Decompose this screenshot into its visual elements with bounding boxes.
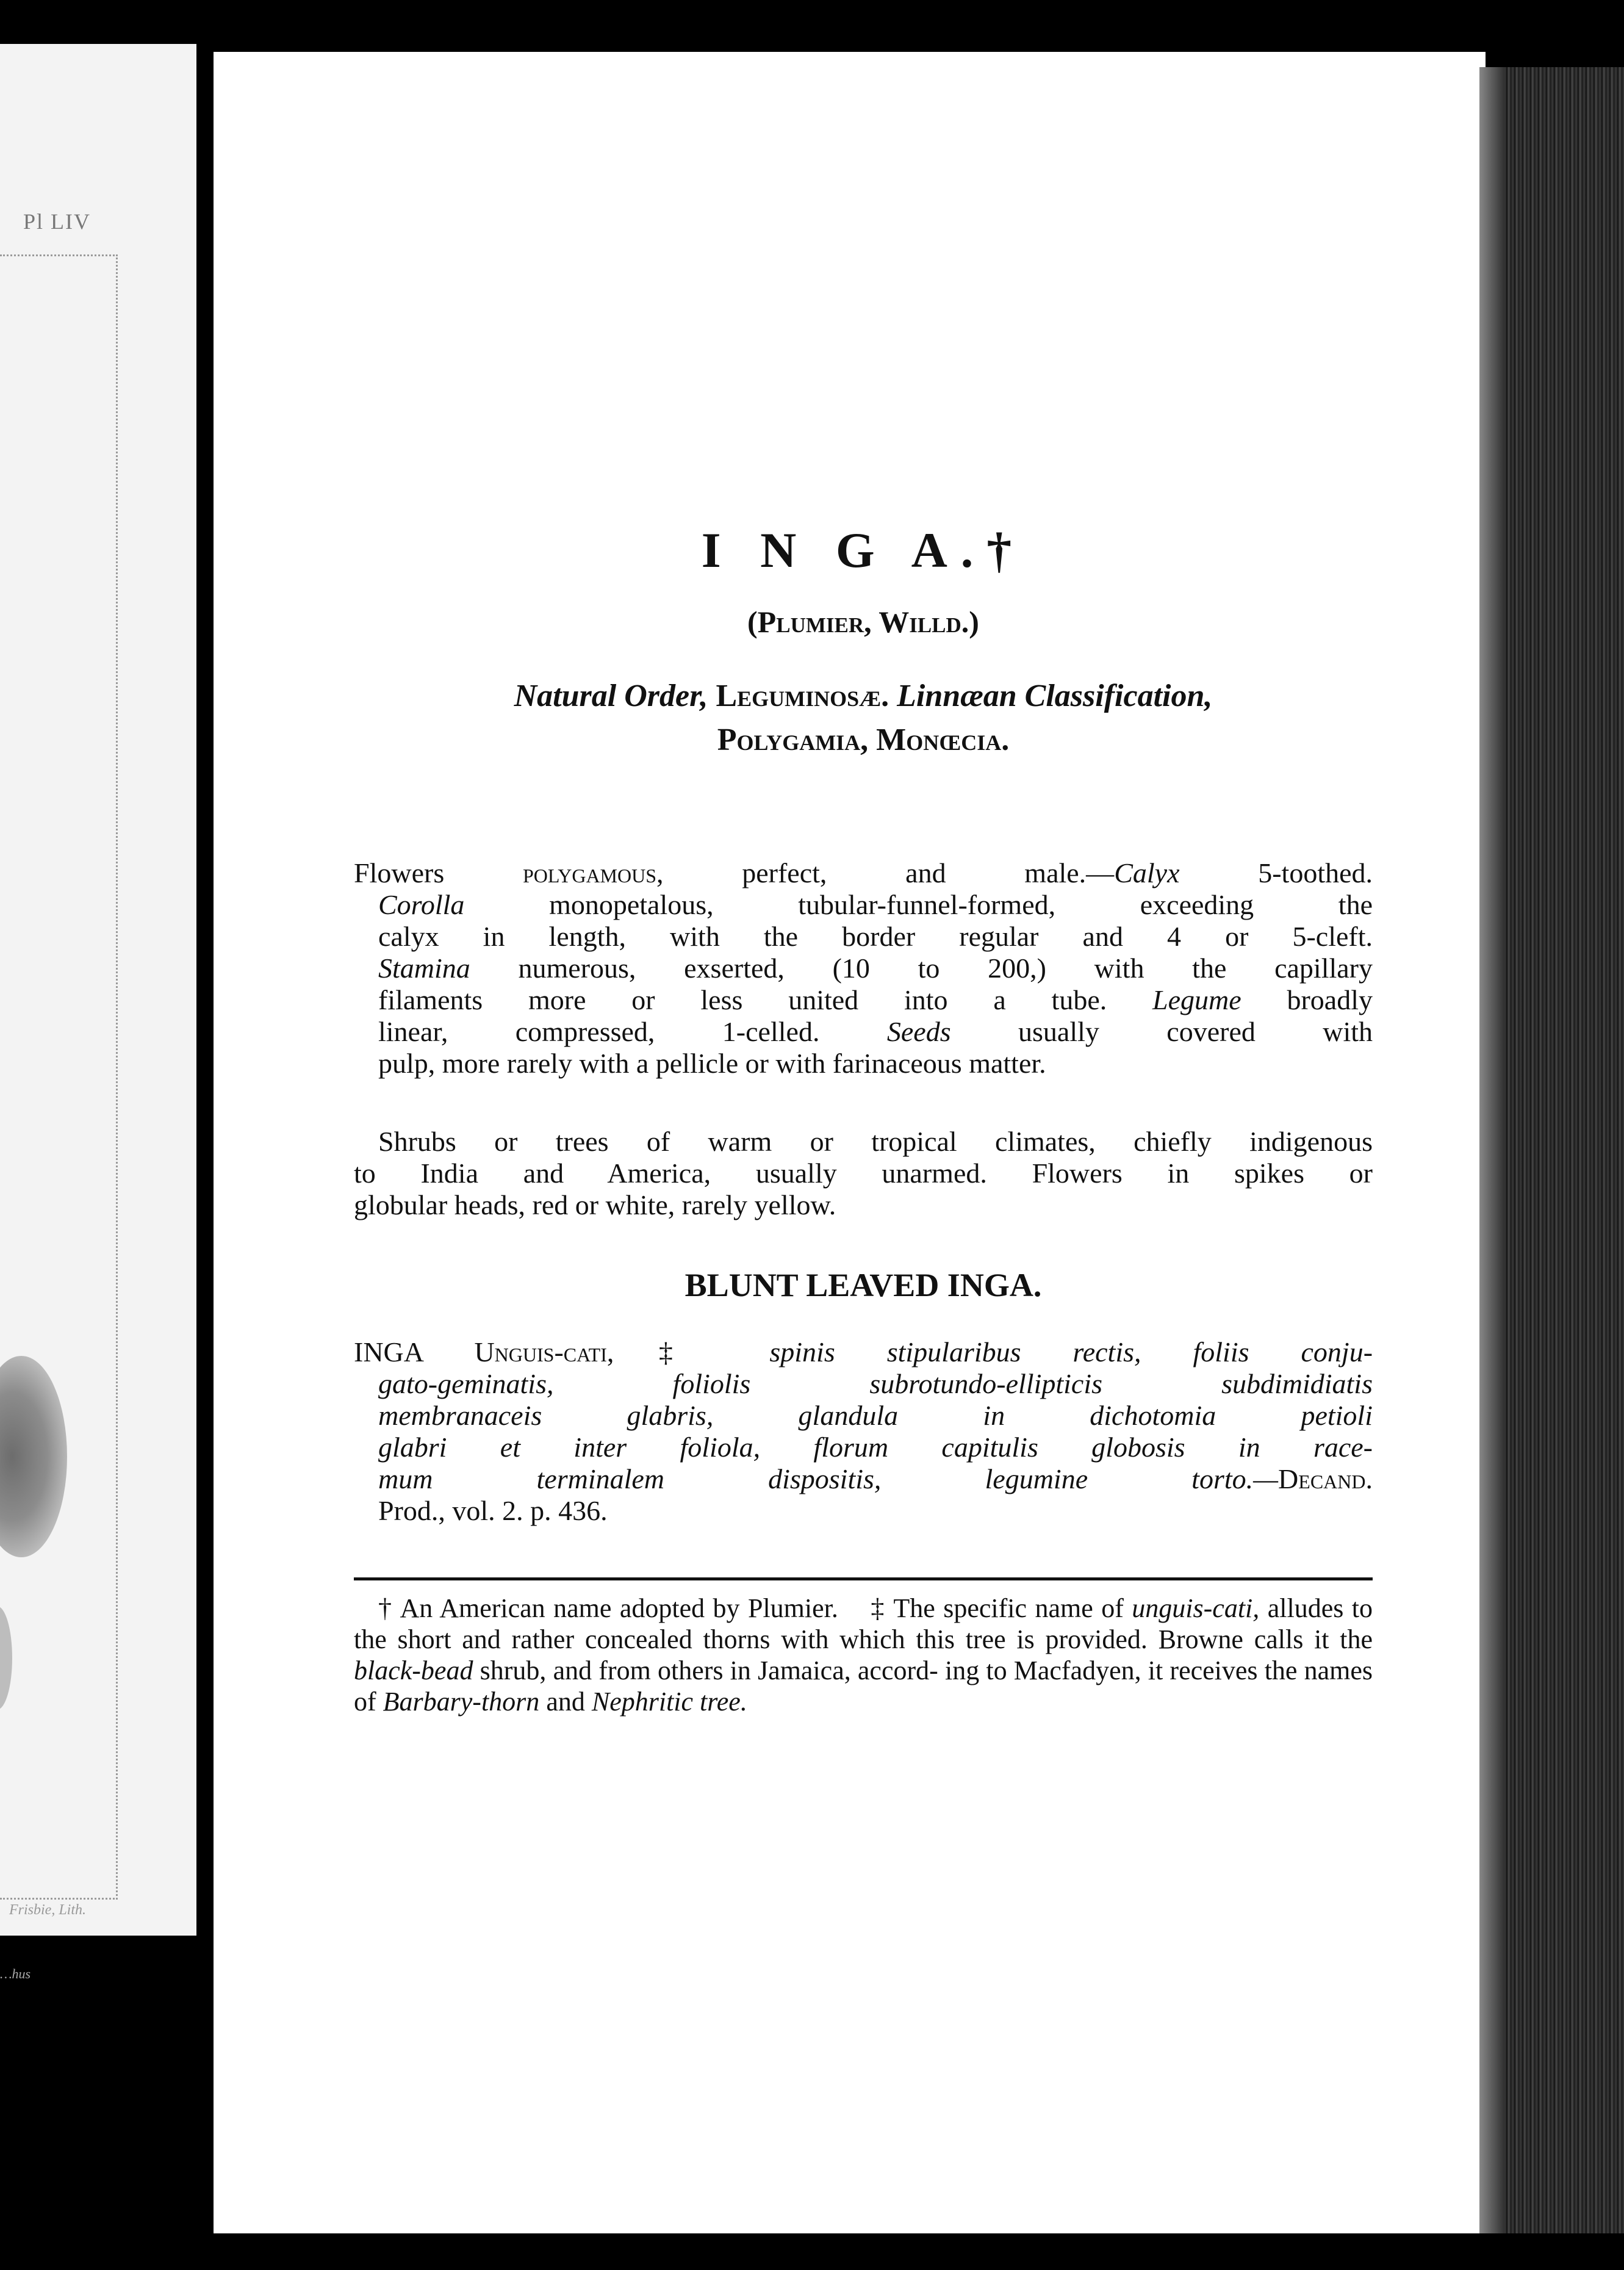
species-description: INGA Unguis-cati,‡ spinis stipularibus rectis, foliis conju- gato-geminatis, foliolis subrotundo-ellipticis subdimidiatis membranaceis glabris, glandula in dichotomia petioli glabri et inter foliola, florum capitulis globosis in race- mum terminalem dispositis, legumine torto.—Decand. Prod., vol. 2. p. 436. bbox=[354, 1336, 1373, 1526]
classification bbox=[354, 674, 1373, 762]
habit-description: Shrubs or trees of warm or tropical climates, chiefly indigenous to India and America, usually unarmed. Flowers in spikes or globular heads, red or white, rarely yellow. bbox=[354, 1126, 1373, 1220]
plate-frame bbox=[0, 254, 118, 1900]
genus-description: Flowers polygamous, perfect, and male.—Calyx 5-toothed. Corolla monopetalous, tubular-funnel-formed, exceeding the calyx in length, with the border regular and 4 or 5-cleft. Stamina numerous, exserted, (10 to 200,) with the capillary filaments more or less united into a tube. Legume broadly linear, compressed, 1-celled. Seeds usually covered with pulp, more rarely with a pellicle or with farinaceous matter. bbox=[354, 857, 1373, 1079]
genus-title: I N G A.† bbox=[701, 522, 1026, 578]
footnotes: † An American name adopted by Plumier. ‡ The specific name of unguis-cati, alludes to the short and rather concealed thorns with which this tree is provided. Browne calls it the black-bead shrub, and from others in Jamaica, accord- ing to Macfadyen, it receives the names of Barbary-thorn and Nephritic tree. bbox=[354, 1593, 1373, 1717]
plate-signature: Frisbie, Lith. bbox=[9, 1902, 87, 1918]
page-edges bbox=[1479, 67, 1624, 2233]
species-heading: BLUNT LEAVED INGA. bbox=[684, 1267, 1042, 1303]
footnote-1: † An American name adopted by Plumier. bbox=[378, 1593, 838, 1623]
plate-signature-2: …hus bbox=[0, 1966, 31, 1981]
footnote-2: ‡ The specific name of unguis-cati, alludes to the short and bbox=[354, 1593, 1373, 1654]
text-page bbox=[214, 52, 1486, 2233]
classification-line-1: Natural Order, Leguminosæ. Linnæan Classification, bbox=[514, 679, 1213, 713]
classification-line-2: Polygamia, Monœcia. bbox=[717, 722, 1010, 757]
plate-label: Pl LIV bbox=[23, 209, 91, 234]
facing-plate-page bbox=[0, 44, 196, 1981]
footnote-rule bbox=[354, 1577, 1373, 1580]
authority: (Plumier, Willd.) bbox=[747, 605, 979, 639]
